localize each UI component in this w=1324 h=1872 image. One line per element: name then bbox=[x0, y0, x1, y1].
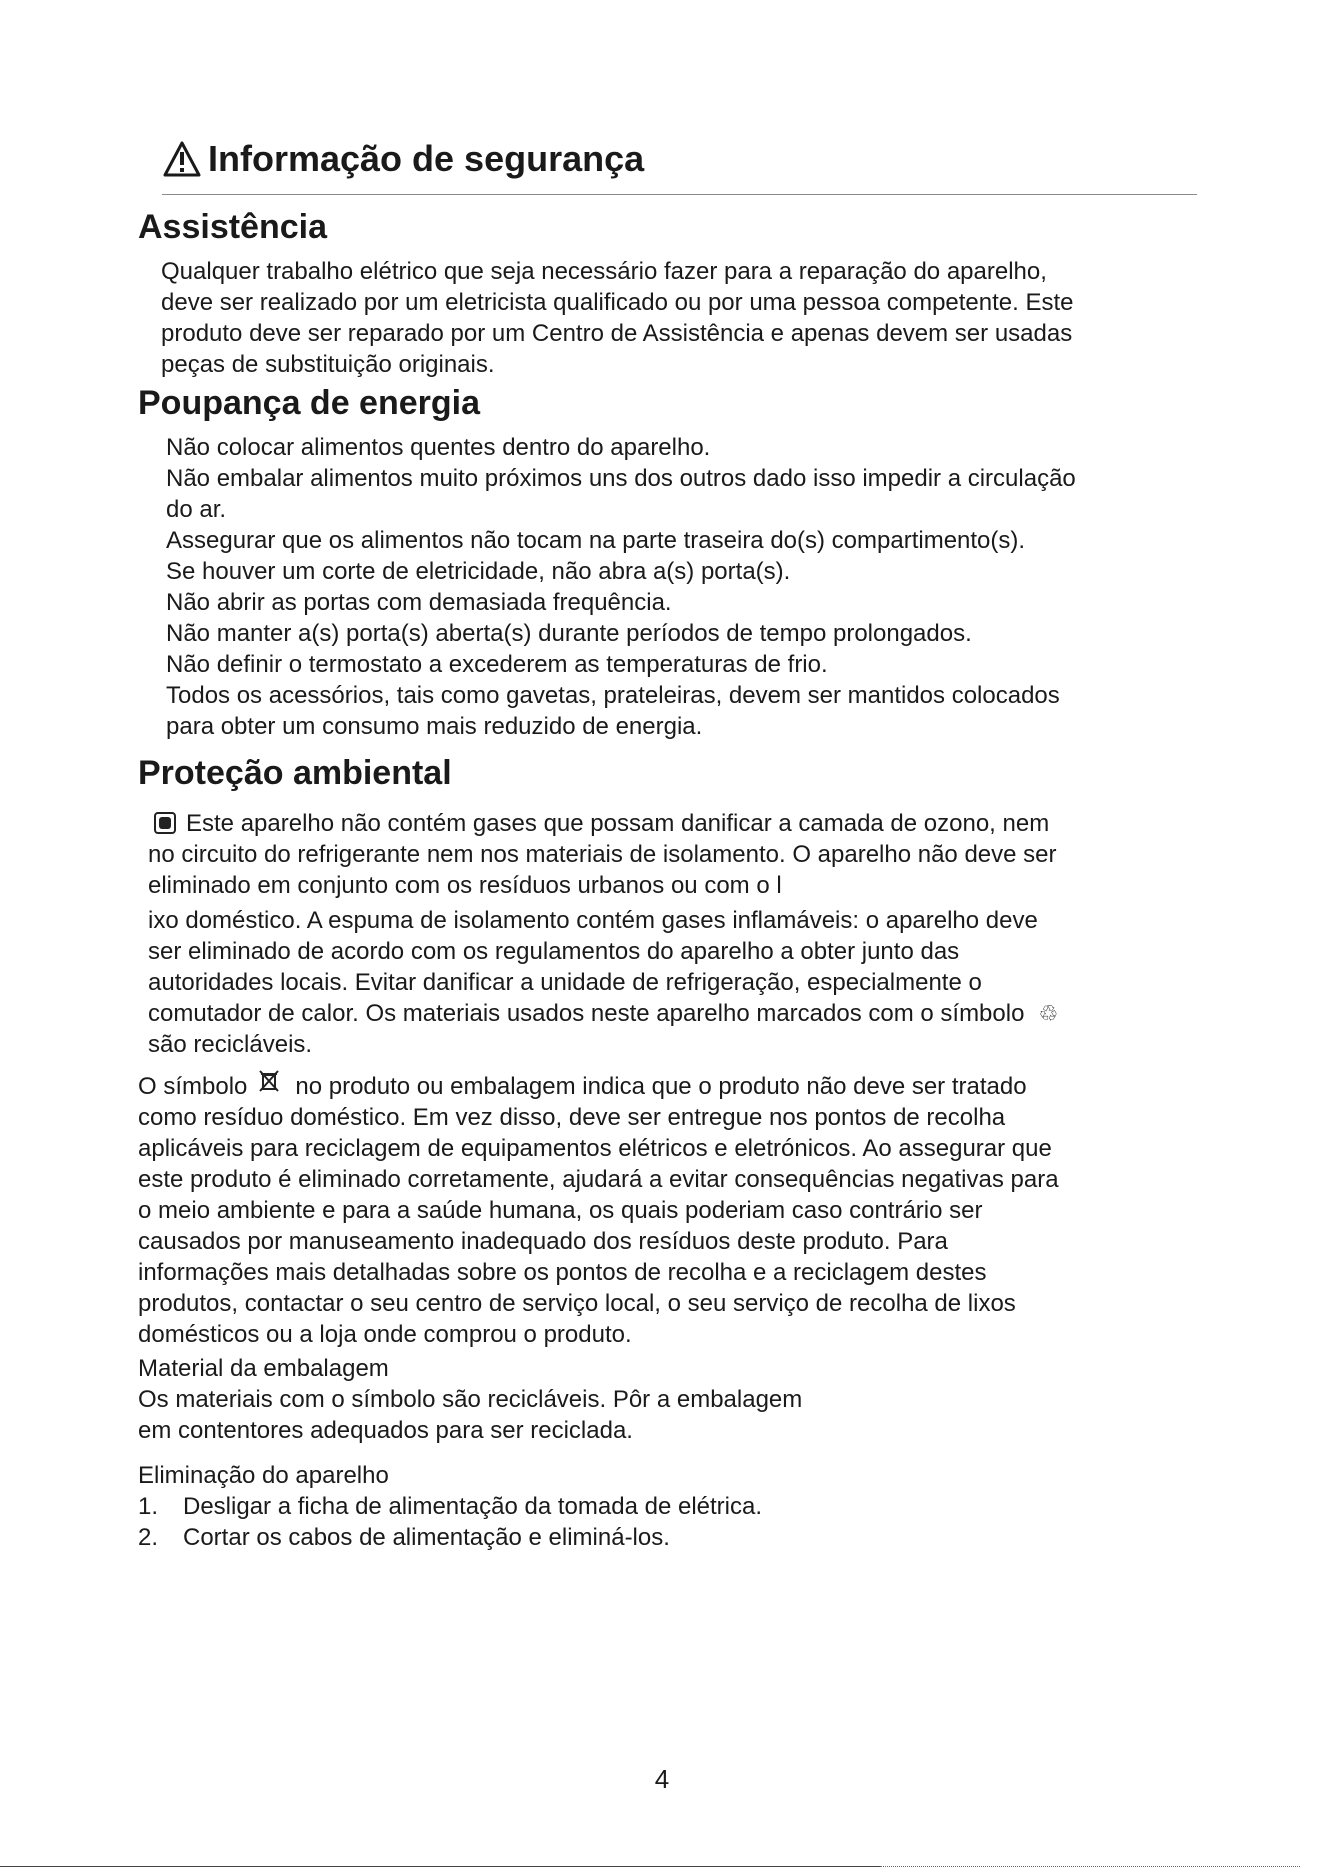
energia-text bbox=[166, 432, 1076, 742]
list-item bbox=[138, 1491, 762, 1522]
text-line: Qualquer trabalho elétrico que seja necessário fazer para a reparação do aparelho, bbox=[161, 258, 1047, 285]
text-line: são recicláveis. bbox=[148, 1031, 313, 1058]
list-number: 2. bbox=[138, 1524, 159, 1551]
recycle-icon: ♲ bbox=[1038, 1001, 1059, 1026]
text-line: Não embalar alimentos muito próximos uns dos outros dado isso impedir a circulação bbox=[166, 465, 1076, 492]
text-line: em contentores adequados para ser reciclada. bbox=[138, 1417, 633, 1444]
packaging-section bbox=[138, 1353, 802, 1446]
text-line: Assegurar que os alimentos não tocam na parte traseira do(s) compartimento(s). bbox=[166, 527, 1026, 554]
text-fragment: no produto ou embalagem indica que o produto não deve ser tratado bbox=[295, 1073, 1027, 1100]
text-line: aplicáveis para reciclagem de equipamentos elétricos e eletrónicos. Ao assegurar que bbox=[138, 1135, 1052, 1162]
disposal-section bbox=[138, 1460, 762, 1553]
heading-energia: Poupança de energia bbox=[138, 384, 480, 422]
text-line: no circuito do refrigerante nem nos materiais de isolamento. O aparelho não deve ser bbox=[148, 841, 1057, 868]
heading-ambiental: Proteção ambiental bbox=[138, 754, 452, 792]
list-text: Desligar a ficha de alimentação da tomada de elétrica. bbox=[183, 1493, 762, 1520]
text-line: para obter um consumo mais reduzido de energia. bbox=[166, 713, 703, 740]
text-line: deve ser realizado por um eletricista qualificado ou por uma pessoa competente. Este bbox=[161, 289, 1074, 316]
disposal-title: Eliminação do aparelho bbox=[138, 1462, 389, 1489]
text-line: o meio ambiente e para a saúde humana, os quais poderiam caso contrário ser bbox=[138, 1197, 983, 1224]
text-line: Não definir o termostato a excederem as temperaturas de frio. bbox=[166, 651, 828, 678]
list-text: Cortar os cabos de alimentação e eliminá-los. bbox=[183, 1524, 670, 1551]
text-line: ser eliminado de acordo com os regulamentos do aparelho a obter junto das bbox=[148, 938, 960, 965]
text-line: Os materiais com o símbolo são recicláveis. Pôr a embalagem bbox=[138, 1386, 803, 1413]
warning-triangle-icon bbox=[162, 140, 202, 178]
footer-divider bbox=[0, 1866, 880, 1867]
weee-text bbox=[138, 1068, 1059, 1350]
text-line: Não manter a(s) porta(s) aberta(s) durante períodos de tempo prolongados. bbox=[166, 620, 972, 647]
text-line: este produto é eliminado corretamente, ajudará a evitar consequências negativas para bbox=[138, 1166, 1059, 1193]
text-line: autoridades locais. Evitar danificar a unidade de refrigeração, especialmente o bbox=[148, 969, 982, 996]
title-divider bbox=[162, 194, 1197, 195]
text-fragment: O símbolo bbox=[138, 1073, 248, 1100]
packaging-title: Material da embalagem bbox=[138, 1355, 389, 1382]
text-line: Todos os acessórios, tais como gavetas, prateleiras, devem ser mantidos colocados bbox=[166, 682, 1060, 709]
text-line: Não abrir as portas com demasiada frequência. bbox=[166, 589, 672, 616]
text-line: informações mais detalhadas sobre os pontos de recolha e a reciclagem destes bbox=[138, 1259, 987, 1286]
assistencia-text bbox=[161, 256, 1074, 380]
crossed-bin-icon bbox=[257, 1068, 281, 1100]
page-number: 4 bbox=[654, 1764, 670, 1794]
ozone-safe-icon bbox=[154, 812, 176, 834]
list-item bbox=[138, 1522, 762, 1553]
text-line: do ar. bbox=[166, 496, 227, 523]
text-line: ixo doméstico. A espuma de isolamento contém gases inflamáveis: o aparelho deve bbox=[148, 907, 1038, 934]
text-line: Não colocar alimentos quentes dentro do aparelho. bbox=[166, 434, 711, 461]
page-title bbox=[162, 138, 644, 180]
footer-dotted-divider bbox=[880, 1866, 1300, 1867]
text-line: peças de substituição originais. bbox=[161, 351, 495, 378]
text-line: como resíduo doméstico. Em vez disso, deve ser entregue nos pontos de recolha bbox=[138, 1104, 1006, 1131]
text-line: Este aparelho não contém gases que possam danificar a camada de ozono, nem bbox=[186, 810, 1050, 837]
heading-assistencia: Assistência bbox=[138, 208, 327, 246]
ambiental-text bbox=[148, 808, 1058, 1060]
page-title-text: Informação de segurança bbox=[208, 138, 645, 179]
text-line: Se houver um corte de eletricidade, não abra a(s) porta(s). bbox=[166, 558, 791, 585]
text-line: eliminado em conjunto com os resíduos urbanos ou com o l bbox=[148, 872, 782, 899]
text-line: causados por manuseamento inadequado dos resíduos deste produto. Para bbox=[138, 1228, 948, 1255]
list-number: 1. bbox=[138, 1493, 159, 1520]
text-line: comutador de calor. Os materiais usados neste aparelho marcados com o símbolo bbox=[148, 1000, 1025, 1027]
text-line: produtos, contactar o seu centro de serviço local, o seu serviço de recolha de lixos bbox=[138, 1290, 1016, 1317]
text-line: domésticos ou a loja onde comprou o produto. bbox=[138, 1321, 632, 1348]
text-line: produto deve ser reparado por um Centro de Assistência e apenas devem ser usadas bbox=[161, 320, 1073, 347]
